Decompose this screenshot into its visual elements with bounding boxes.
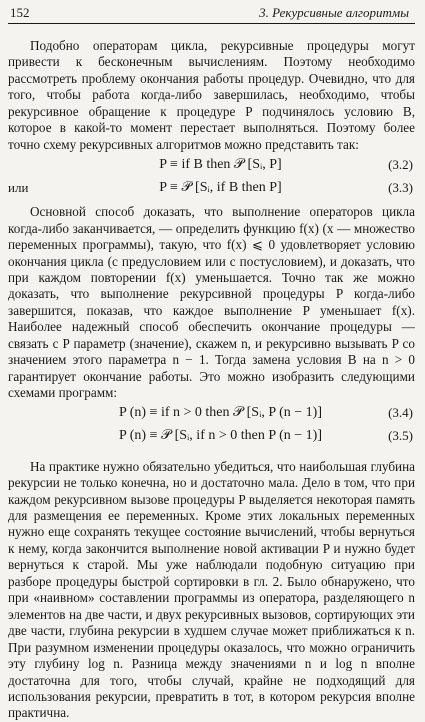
formula-number: (3.3): [388, 179, 413, 195]
formula-3-2: [8, 154, 415, 176]
formula-number: (3.5): [388, 428, 413, 444]
formula-3-5: [8, 426, 415, 448]
page-body: [8, 38, 415, 722]
paragraph-2: Основной способ доказать, что выполнение операторов цикла когда-либо заканчивается, — определить функцию f(x) (x — множество переменных программы), такую, что f(x) ⩽ 0 удовлетворяет условию окончания цикла (с предусловием или с постусловием), и доказать, что при каждом повторении f(x) уменьшается. Точно так же можно доказать, что выполнение рекурсивной процедуры P когда-либо завершится, показав, что каждое выполнение P уменьшает f(x). Наиболее надежный способ обеспечить окончание процедуры — связать с P параметр (значение), скажем n, и рекурсивно вызывать P со значением этого параметра n − 1. Тогда замена условия B на n > 0 гарантирует окончание работы. Это можно изобразить следующими схемами программ:: [8, 204, 415, 401]
formula-3-4: [8, 403, 415, 425]
page-number: 152: [10, 5, 30, 20]
formula-number: (3.4): [388, 405, 413, 421]
formula-expression: P ≡ if B then 𝒫 [Sᵢ, P]: [159, 156, 282, 172]
formula-expression: P ≡ 𝒫 [Sᵢ, if B then P]: [159, 179, 282, 195]
paragraph-3: На практике нужно обязательно убедиться, что наибольшая глубина рекурсии не только конечна, но и достаточно мала. Дело в том, что при каждом рекурсивном вызове процедуры P выделяется некоторая память для размещения ее переменных. Кроме этих локальных переменных нужно еще сохранять текущее состояние вычислений, чтобы вернуться к нему, когда закончится выполнение новой активации P и нужно будет вернуться к старой. Мы уже наблюдали подобную ситуацию при разборе процедуры быстрой сортировки в гл. 2. Было обнаружено, что при «наивном» составлении программы из оператора, разделяющего n элементов на две части, и двух рекурсивных вызовов, сортирующих эти две части, глубина рекурсии в худшем случае может приближаться к n. При разумном изменении процедуры оказалось, что можно ограничить эту глубину log n. Разница между значениями n и log n вполне достаточна для того, чтобы случай, крайне не подходящий для использования рекурсии, превратить в тот, в котором рекурсия вполне практична.: [8, 458, 415, 721]
formula-number: (3.2): [388, 156, 413, 172]
running-header: [8, 4, 415, 24]
paragraph-1: Подобно операторам цикла, рекурсивные процедуры могут привести к бесконечным вычислениям. Поэтому необходимо рассмотреть проблему окончания работы процедур. Очевидно, что для того, чтобы работа когда-либо завершилась, необходимо, чтобы рекурсивное обращение к процедуре P подчинялось условию B, которое в какой-то момент перестает выполняться. Поэтому более точно схему рекурсивных алгоритмов можно представить так:: [8, 38, 415, 152]
chapter-title: 3. Рекурсивные алгоритмы: [259, 5, 409, 20]
formula-3-3: [8, 177, 415, 199]
formula-lead: или: [8, 179, 29, 195]
formula-expression: P (n) ≡ 𝒫 [Sᵢ, if n > 0 then P (n − 1)]: [118, 428, 323, 444]
formula-expression: P (n) ≡ if n > 0 then 𝒫 [Sᵢ, P (n − 1)]: [118, 405, 323, 421]
